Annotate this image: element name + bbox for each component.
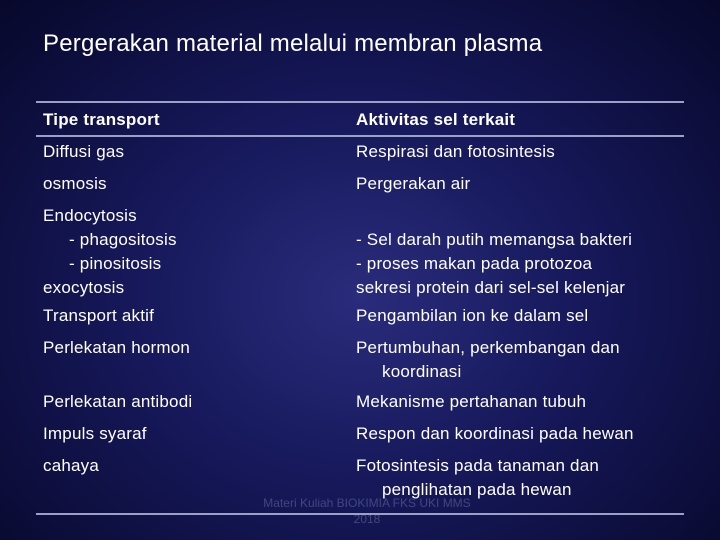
cell-type: Diffusi gas [43, 142, 125, 161]
cell-line: koordinasi [382, 362, 462, 381]
cell-activity: Respon dan koordinasi pada hewan [356, 424, 634, 443]
cell-activity: Pergerakan air [356, 174, 471, 193]
cell-line: Endocytosis [43, 206, 137, 225]
cell-line: exocytosis [43, 278, 125, 297]
table-row [36, 169, 684, 201]
table-header-row [36, 103, 684, 137]
transport-table [36, 101, 684, 515]
cell-line: penglihatan pada hewan [382, 480, 572, 499]
table-row [36, 387, 684, 419]
header-tipe-transport: Tipe transport [43, 110, 160, 129]
cell-type: osmosis [43, 174, 107, 193]
cell-line: - phagositosis [69, 230, 177, 249]
cell-type: Impuls syaraf [43, 424, 147, 443]
cell-activity: Pengambilan ion ke dalam sel [356, 306, 589, 325]
table-row [36, 137, 684, 169]
table-row [36, 201, 684, 301]
cell-activity: Respirasi dan fotosintesis [356, 142, 555, 161]
cell-line: sekresi protein dari sel-sel kelenjar [356, 278, 626, 297]
cell-type: cahaya [43, 456, 100, 475]
cell-line: Fotosintesis pada tanaman dan [356, 456, 600, 475]
cell-type: Perlekatan antibodi [43, 392, 193, 411]
cell-line: Pertumbuhan, perkembangan dan [356, 338, 620, 357]
table-row [36, 301, 684, 333]
cell-activity: Mekanisme pertahanan tubuh [356, 392, 587, 411]
cell-line: - proses makan pada protozoa [356, 254, 593, 273]
cell-line: - Sel darah putih memangsa bakteri [356, 230, 633, 249]
cell-type: Perlekatan hormon [43, 338, 191, 357]
header-aktivitas-sel: Aktivitas sel terkait [356, 110, 516, 129]
cell-activity [356, 228, 632, 300]
cell-line: - pinositosis [69, 254, 162, 273]
slide-footer [262, 495, 472, 527]
footer-year: 2018 [353, 512, 381, 526]
cell-type: Transport aktif [43, 306, 155, 325]
cell-type [43, 204, 177, 300]
cell-activity [356, 336, 620, 384]
table-row [36, 419, 684, 451]
slide-title: Pergerakan material melalui membran plasma [43, 30, 543, 57]
footer-line: Materi Kuliah BIOKIMIA FKS UKI MMS [263, 496, 471, 510]
table-row [36, 333, 684, 387]
